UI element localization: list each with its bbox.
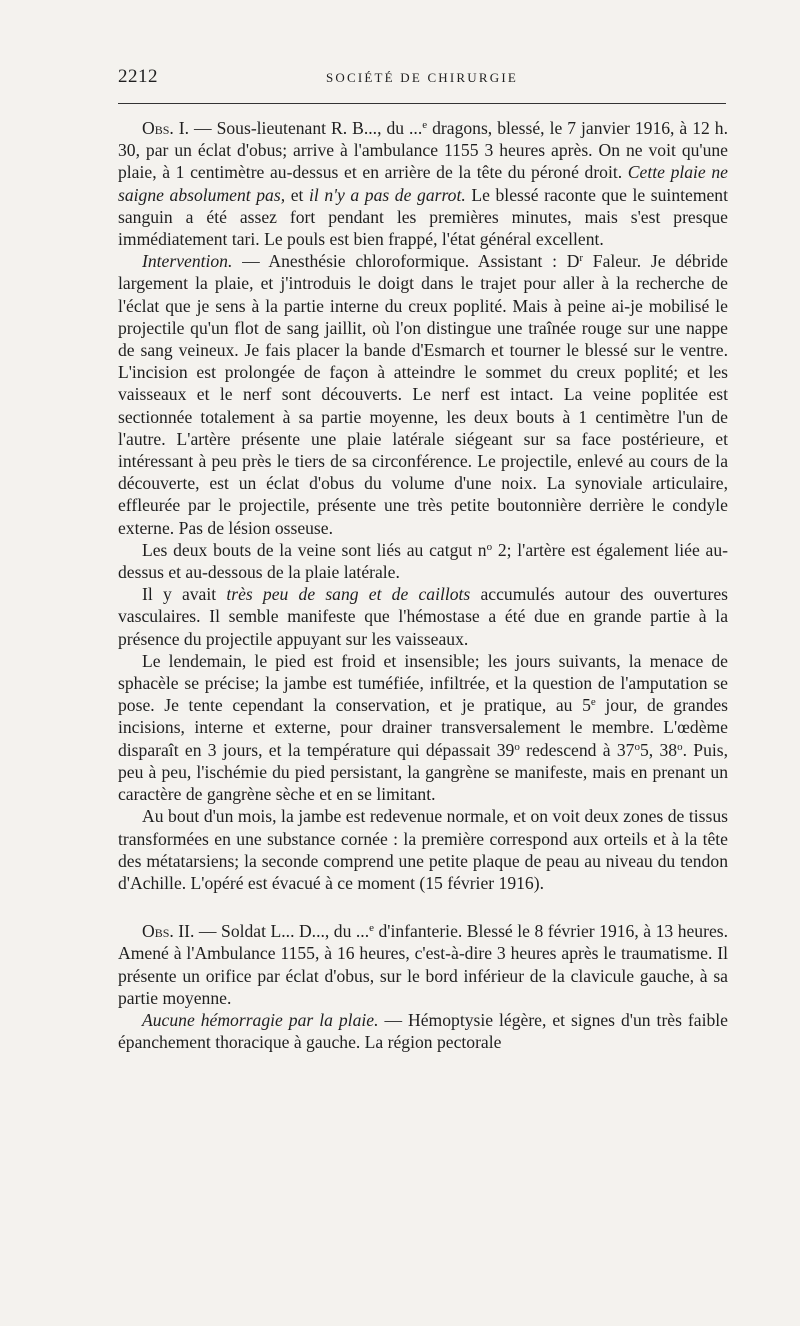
obs1-paragraph-4 — [118, 583, 728, 650]
text-run: Le lendemain, le pied est froid et insensible; les jours suivants, la menace de sphacèle se précise; la jambe est tuméfiée, infiltrée, et la question de l'amputation se pose. Je tente cependant la conservation, et je pratique, au 5 — [118, 650, 728, 716]
text-run: — Anesthésie chloroformique. Assistant : D — [232, 251, 580, 272]
obs2-paragraph-1 — [118, 920, 728, 1009]
text-run: d'infanterie. Blessé le 8 février 1916, à 13 heures. Amené à l'Ambulance 1155, à 16 heures, c'est-à-dire 3 heures après le traumatisme. Il présente un orifice par éclat d'obus, sur le bord inférieur de la clavicule gauche, à sa partie moyenne. — [118, 921, 729, 1008]
text-run: Les deux bouts de la veine sont liés au catgut n — [142, 539, 487, 560]
obs2-heading: Obs. II. — [142, 921, 195, 942]
italic-run: il n'y a pas de garrot. — [309, 184, 466, 205]
obs1-paragraph-1 — [118, 117, 728, 250]
text-run: Faleur. Je débride largement la plaie, et j'introduis le doigt dans le trajet pour aller à la recherche de l'éclat que je sens à la partie interne du creux poplité. Mais à peine ai-je mobilisé le projectile qu'un flot de sang jaillit, où l'on distingue une traînée rouge sur une nappe de sang veineux. Je fais placer la bande d'Esmarch et tourner le blessé sur le ventre. L'incision est prolongée de façon à atteindre le sommet du creux poplité; et les vaisseaux et le nerf sont découverts. Le nerf est intact. La veine poplitée est sectionnée totalement à sa partie moyenne, les deux bouts à 1 centimètre l'un de l'autre. L'artère présente une plaie latérale siégeant sur sa face postérieure, et intéressant à peu près le tiers de sa circonférence. Le projectile, enlevé au cours de la découverte, est un éclat d'obus du volume d'une noix. La synoviale articulaire, effleurée par le projectile, présente une très petite boutonnière derrière le condyle externe. Pas de lésion osseuse. — [118, 251, 728, 538]
text-run: dragons, blessé, le 7 janvier 1916, à 12 h. 30, par un éclat d'obus; arrive à l'ambulance 1155 3 heures après. On ne voit qu'une plaie, à 1 centimètre au-dessus et en arrière de la tête du péroné droit. — [118, 118, 728, 183]
text-run: . Puis, peu à peu, l'ischémie du pied persistant, la gangrène se manifeste, mais en prenant un caractère de gangrène sèche et en se limitant. — [118, 739, 729, 805]
superscript: e — [369, 922, 374, 935]
obs1-paragraph-3 — [118, 539, 728, 583]
text-run: Il y avait — [142, 584, 227, 605]
text-run: jour, de grandes incisions, interne et externe, pour drainer transversalement le membre. L'œdème disparaît en 3 jours, et la température qui dépassait 39 — [118, 695, 728, 760]
text-run: et — [285, 184, 310, 205]
obs1-paragraph-6: Au bout d'un mois, la jambe est redevenue normale, et on voit deux zones de tissus transformées en une substance cornée : la première correspond aux orteils et à la tête des métatarsiens; la seconde comprend une petite plaque de peau au niveau du tendon d'Achille. L'opéré est évacué à ce moment (15 février 1916). — [118, 806, 728, 893]
italic-run: Aucune hémorragie par la plaie. — [142, 1009, 379, 1030]
italic-run: Cette plaie ne saigne absolument pas, — [118, 162, 728, 205]
superscript: e — [422, 119, 428, 131]
superscript: e — [590, 696, 596, 709]
superscript: r — [579, 252, 584, 265]
text-run: redescend à 37 — [519, 739, 635, 760]
superscript: o — [486, 540, 493, 553]
text-run: 2; l'artère est également liée au-dessus et au-dessous de la plaie latérale. — [118, 539, 728, 583]
section-gap — [118, 894, 728, 920]
superscript: o — [634, 740, 640, 753]
obs1-paragraph-2 — [118, 250, 728, 539]
text-run: — Sous-lieutenant R. B..., du ... — [189, 118, 423, 138]
superscript: o — [677, 740, 683, 753]
header-rule — [118, 103, 726, 104]
italic-run: Intervention. — [142, 251, 233, 272]
obs1-heading: Obs. I. — [142, 118, 190, 138]
text-run: — Soldat L... D..., du ... — [194, 921, 370, 942]
text-run: Le blessé raconte que le suintement sanguin a été assez fort pendant les premières minutes, mais s'est presque immédiatement tari. Le pouls est bien frappé, l'état général excellent. — [118, 184, 728, 250]
page-number: 2212 — [118, 66, 158, 87]
page-body — [118, 117, 728, 1053]
text-run: 5, 38 — [639, 739, 678, 760]
obs1-paragraph-5 — [118, 650, 728, 805]
italic-run: très peu de sang et de caillots — [226, 584, 471, 605]
text-run: accumulés autour des ouvertures vasculaires. Il semble manifeste que l'hémostase a été due en grande partie à la présence du projectile appuyant sur les vaisseaux. — [118, 584, 728, 649]
page-header — [118, 66, 726, 90]
running-head: SOCIÉTÉ DE CHIRURGIE — [325, 70, 519, 85]
superscript: o — [514, 740, 520, 753]
obs2-paragraph-2 — [118, 1009, 728, 1053]
text-run: — Hémoptysie légère, et signes d'un très faible épanchement thoracique à gauche. La région pectorale — [118, 1009, 728, 1053]
